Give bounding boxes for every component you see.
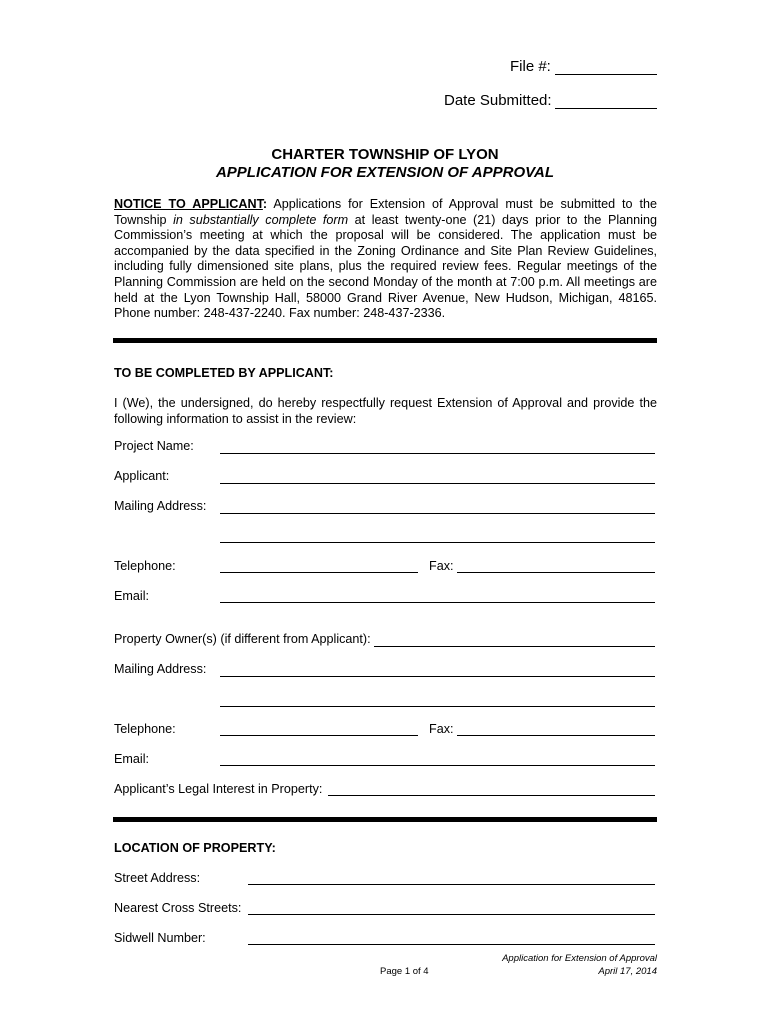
owner-mailing-address-label: Mailing Address: [114, 662, 207, 676]
notice-lead: NOTICE TO APPLICANT [114, 197, 263, 211]
section-divider-2 [113, 817, 657, 822]
notice-paragraph [114, 197, 657, 322]
email-label: Email: [114, 589, 149, 603]
document-title: CHARTER TOWNSHIP OF LYON [271, 146, 499, 163]
footer-date: April 17, 2014 [598, 966, 657, 977]
notice-text-italic: in substantially complete form [173, 212, 349, 227]
notice-text-a: Applications for Extension of Approval must be submitted to the Township [114, 197, 657, 227]
sidwell-number-field[interactable] [248, 944, 655, 945]
mailing-address-field-line2[interactable] [220, 542, 655, 543]
owner-fax-field[interactable] [457, 735, 655, 736]
telephone-label: Telephone: [114, 559, 176, 573]
document-subtitle: APPLICATION FOR EXTENSION OF APPROVAL [215, 164, 555, 181]
sidwell-number-label: Sidwell Number: [114, 931, 206, 945]
email-field[interactable] [220, 602, 655, 603]
mailing-address-field[interactable] [220, 513, 655, 514]
street-address-field[interactable] [248, 884, 655, 885]
date-submitted-field[interactable] [555, 108, 657, 109]
mailing-address-label: Mailing Address: [114, 499, 207, 513]
page-number: Page 1 of 4 [380, 966, 429, 977]
applicant-field[interactable] [220, 483, 655, 484]
project-name-field[interactable] [220, 453, 655, 454]
project-name-label: Project Name: [114, 439, 194, 453]
street-address-label: Street Address: [114, 871, 201, 885]
date-submitted-label: Date Submitted: [444, 92, 552, 109]
cross-streets-label: Nearest Cross Streets: [114, 901, 242, 915]
legal-interest-label: Applicant’s Legal Interest in Property: [114, 782, 323, 796]
footer-doc-title: Application for Extension of Approval [502, 953, 657, 964]
legal-interest-field[interactable] [328, 795, 655, 796]
file-number-field[interactable] [555, 74, 657, 75]
location-section-heading: LOCATION OF PROPERTY: [114, 841, 276, 855]
property-owner-field[interactable] [374, 646, 655, 647]
owner-email-label: Email: [114, 752, 149, 766]
fax-label: Fax: [429, 559, 454, 573]
section-divider [113, 338, 657, 343]
owner-fax-label: Fax: [429, 722, 454, 736]
notice-colon: : [262, 197, 268, 211]
owner-telephone-label: Telephone: [114, 722, 176, 736]
file-number-label: File #: [510, 58, 551, 75]
property-owner-label: Property Owner(s) (if different from Applicant): [114, 632, 371, 646]
owner-email-field[interactable] [220, 765, 655, 766]
owner-telephone-field[interactable] [220, 735, 418, 736]
applicant-label: Applicant: [114, 469, 170, 483]
applicant-section-heading: TO BE COMPLETED BY APPLICANT: [114, 366, 334, 380]
cross-streets-field[interactable] [248, 914, 655, 915]
owner-mailing-address-field[interactable] [220, 676, 655, 677]
telephone-field[interactable] [220, 572, 418, 573]
notice-text-b: at least twenty-one (21) days prior to the Planning Commission’s meeting at which the proposal will be considered. The application must be accompanied by the data specified in the Zoning Ordinance and Site Plan Review Guidelines, including fully dimensioned site plans, plus the required review fees. Regular meetings of the Planning Commission are held on the second Monday of the month at 7:00 p.m. All meetings are held at the Lyon Township Hall, 58000 Grand River Avenue, New Hudson, Michigan, 48165. Phone number: 248-437-2240. Fax number: 248-437-2336. [114, 212, 657, 321]
fax-field[interactable] [457, 572, 655, 573]
owner-mailing-address-field-line2[interactable] [220, 706, 655, 707]
applicant-intro: I (We), the undersigned, do hereby respectfully request Extension of Approval and provide the following information to assist in the review: [114, 396, 657, 426]
